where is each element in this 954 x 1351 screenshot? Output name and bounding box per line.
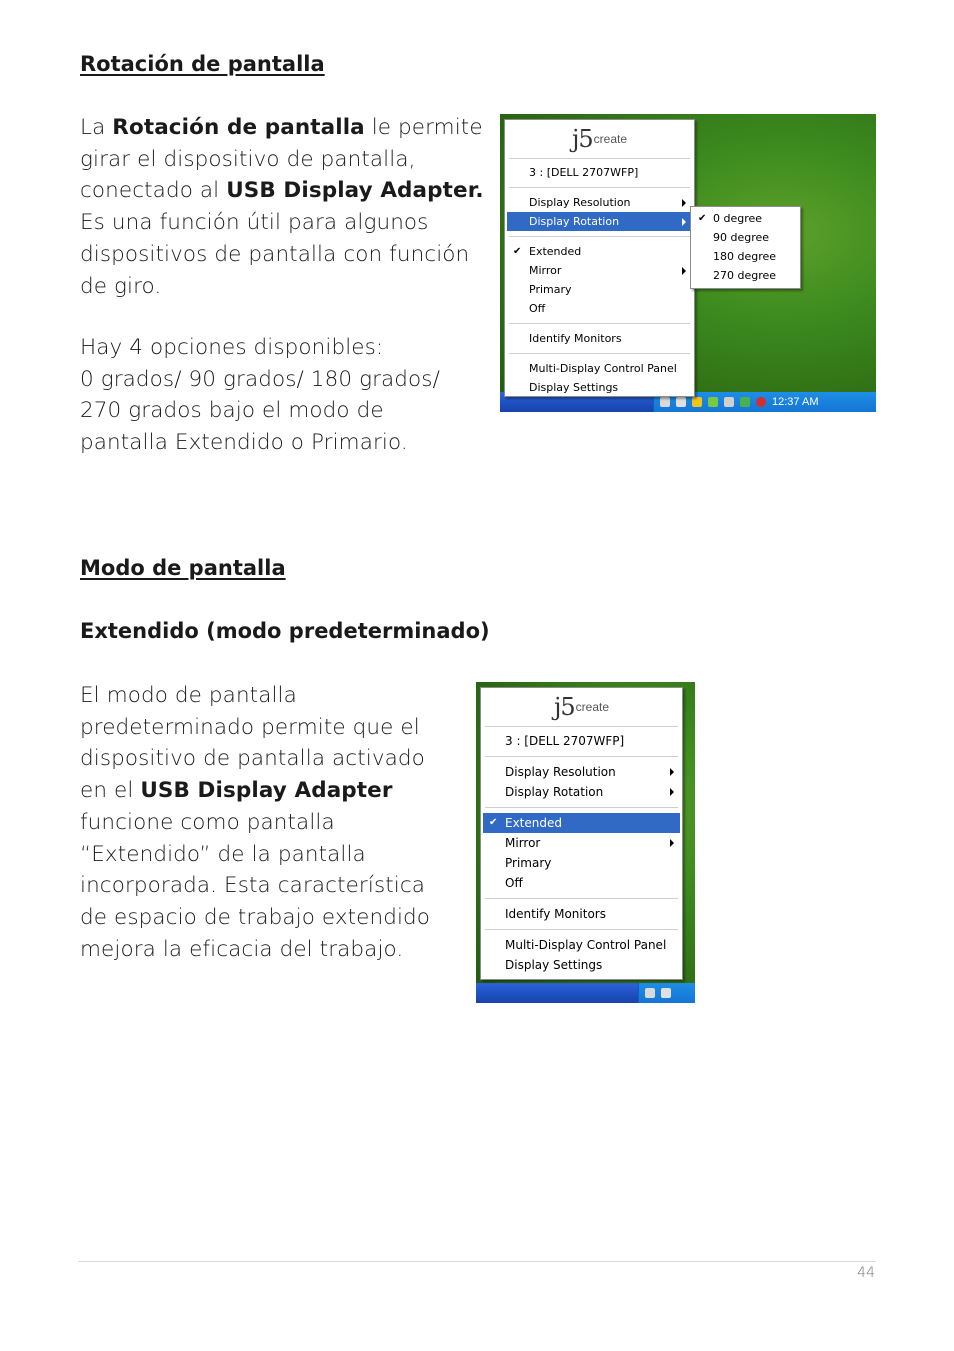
menu-item-display-rotation[interactable]: Display Rotation <box>507 212 692 231</box>
submenu-arrow-icon <box>682 267 686 275</box>
update-tray-icon[interactable] <box>692 397 702 407</box>
network-tray-icon[interactable] <box>661 988 671 998</box>
section-heading-rotation: Rotación de pantalla <box>80 52 325 76</box>
shield-tray-icon[interactable] <box>756 397 766 407</box>
submenu-arrow-icon <box>670 839 674 847</box>
menu-separator <box>509 236 690 237</box>
menu-item-display-settings[interactable]: Display Settings <box>505 958 603 972</box>
j5-context-menu <box>480 687 683 980</box>
menu-separator <box>485 929 678 930</box>
submenu-item-0-degree[interactable]: ✔ 0 degree <box>693 209 798 228</box>
menu-item-extended[interactable]: ✔ Extended <box>483 813 680 833</box>
checkmark-icon: ✔ <box>489 817 498 828</box>
rotation-submenu <box>690 206 801 289</box>
footer-divider <box>78 1261 876 1262</box>
system-tray <box>638 983 695 1003</box>
menu-item-extended[interactable]: ✔ Extended <box>507 242 692 261</box>
menu-item-identify-monitors[interactable]: Identify Monitors <box>505 907 606 921</box>
menu-item-monitor[interactable]: 3 : [DELL 2707WFP] <box>529 166 639 179</box>
section-heading-display-mode: Modo de pantalla <box>80 556 286 580</box>
monitor-tray-icon[interactable] <box>660 397 670 407</box>
nvidia-tray-icon[interactable] <box>740 397 750 407</box>
tray-clock: 12:37 AM <box>772 396 819 408</box>
rotation-options-text: Hay 4 opciones disponibles: 0 grados/ 90 grados/ 180 grados/ 270 grados bajo el modo de pantalla Extendido o Primario. <box>80 335 440 456</box>
extended-description: El modo de pantalla predeterminado permite que el dispositivo de pantalla activado en el USB Display Adapter funcione como pantalla “Extendido” de la pantalla incorporada. Esta característica de espacio de trabajo extendido mejora la eficacia del trabajo. <box>80 683 431 962</box>
menu-item-primary[interactable]: Primary <box>505 856 552 870</box>
menu-separator <box>509 323 690 324</box>
menu-item-display-resolution[interactable]: Display Resolution <box>483 762 680 782</box>
submenu-arrow-icon <box>682 218 686 226</box>
j5create-logo: j5 create <box>509 120 690 159</box>
network-tray-icon[interactable] <box>676 397 686 407</box>
menu-item-primary[interactable]: Primary <box>529 283 572 296</box>
menu-item-display-resolution[interactable]: Display Resolution <box>507 193 692 212</box>
submenu-arrow-icon <box>670 768 674 776</box>
menu-item-off[interactable]: Off <box>529 302 546 315</box>
screenshot-extended-menu <box>476 682 695 1003</box>
rotation-description: La Rotación de pantalla le permite girar el dispositivo de pantalla, conectado al USB Display Adapter. Es una función útil para algunos dispositivos de pantalla con función de giro. <box>80 115 484 299</box>
menu-separator <box>509 353 690 354</box>
subheading-extended-mode: Extendido (modo predeterminado) <box>80 619 490 643</box>
volume-tray-icon[interactable] <box>724 397 734 407</box>
menu-item-identify-monitors[interactable]: Identify Monitors <box>529 332 622 345</box>
checkmark-icon: ✔ <box>513 246 522 257</box>
menu-item-off[interactable]: Off <box>505 876 523 890</box>
menu-separator <box>485 898 678 899</box>
submenu-item-90-degree[interactable]: 90 degree <box>713 231 770 244</box>
menu-item-control-panel[interactable]: Multi-Display Control Panel <box>505 938 667 952</box>
menu-item-mirror[interactable]: Mirror <box>483 833 680 853</box>
page-number: 44 <box>857 1265 875 1281</box>
menu-item-display-settings[interactable]: Display Settings <box>529 381 619 394</box>
submenu-item-270-degree[interactable]: 270 degree <box>713 269 777 282</box>
j5-context-menu <box>504 119 695 397</box>
screenshot-rotation-menu <box>500 114 876 412</box>
monitor-tray-icon[interactable] <box>645 988 655 998</box>
menu-separator <box>509 187 690 188</box>
submenu-arrow-icon <box>682 199 686 207</box>
menu-item-mirror[interactable]: Mirror <box>507 261 692 280</box>
j5create-logo: j5 create <box>485 688 678 727</box>
submenu-arrow-icon <box>670 788 674 796</box>
submenu-item-180-degree[interactable]: 180 degree <box>713 250 777 263</box>
menu-item-control-panel[interactable]: Multi-Display Control Panel <box>529 362 677 375</box>
security-tray-icon[interactable] <box>708 397 718 407</box>
checkmark-icon: ✔ <box>698 213 707 224</box>
menu-item-monitor[interactable]: 3 : [DELL 2707WFP] <box>505 734 625 748</box>
menu-separator <box>485 756 678 757</box>
menu-separator <box>485 807 678 808</box>
menu-item-display-rotation[interactable]: Display Rotation <box>483 782 680 802</box>
